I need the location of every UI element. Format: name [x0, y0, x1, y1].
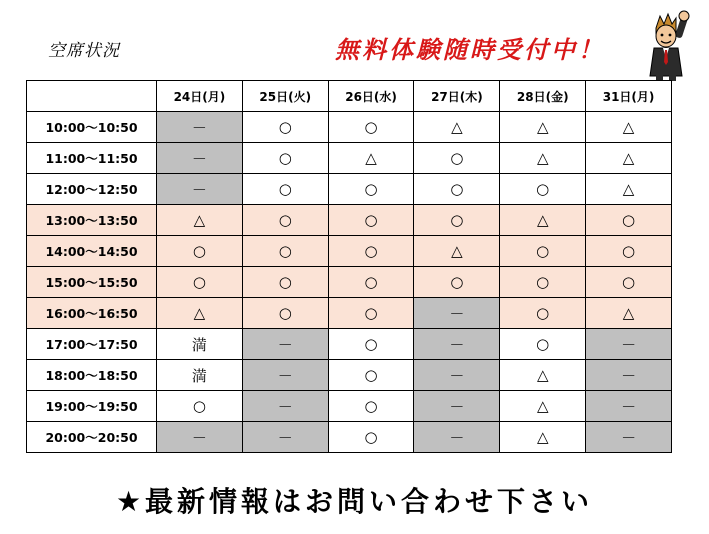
availability-cell — [242, 422, 328, 453]
availability-symbol: △ — [536, 397, 549, 415]
availability-symbol: △ — [536, 366, 549, 384]
table-row — [27, 267, 672, 298]
availability-symbol: △ — [622, 118, 635, 136]
availability-symbol: ○ — [536, 242, 550, 260]
availability-cell — [586, 329, 672, 360]
column-header: 27日(木) — [414, 81, 500, 112]
availability-symbol: ○ — [364, 397, 378, 415]
availability-symbol: △ — [193, 304, 206, 322]
availability-cell — [328, 329, 414, 360]
availability-cell — [500, 174, 586, 205]
availability-symbol: ○ — [364, 118, 378, 136]
availability-symbol: ○ — [450, 149, 464, 167]
availability-symbol: △ — [622, 149, 635, 167]
table-row — [27, 298, 672, 329]
availability-cell — [500, 391, 586, 422]
availability-cell — [414, 329, 500, 360]
availability-symbol: ○ — [192, 273, 206, 291]
table-row — [27, 360, 672, 391]
availability-cell — [157, 360, 243, 391]
time-slot-label: 20:00～20:50 — [27, 422, 157, 453]
availability-symbol: △ — [622, 304, 635, 322]
availability-cell — [414, 236, 500, 267]
availability-symbol: △ — [451, 242, 463, 260]
availability-cell — [328, 236, 414, 267]
availability-cell — [157, 112, 243, 143]
time-slot-label: 15:00～15:50 — [27, 267, 157, 298]
time-slot-label: 16:00～16:50 — [27, 298, 157, 329]
availability-cell — [500, 360, 586, 391]
availability-cell — [414, 143, 500, 174]
column-header: 26日(水) — [328, 81, 414, 112]
availability-cell — [414, 267, 500, 298]
column-header: 31日(月) — [586, 81, 672, 112]
availability-cell — [500, 112, 586, 143]
availability-cell — [500, 298, 586, 329]
availability-symbol: △ — [536, 211, 549, 229]
availability-symbol: ○ — [278, 180, 292, 198]
availability-cell — [328, 422, 414, 453]
availability-symbol: ○ — [364, 366, 378, 384]
availability-symbol: ○ — [622, 273, 636, 291]
availability-cell — [157, 267, 243, 298]
availability-cell — [157, 329, 243, 360]
thumbs-up-businessman-icon — [648, 10, 700, 82]
availability-symbol: ○ — [278, 211, 292, 229]
availability-cell — [414, 205, 500, 236]
promo-banner: 無料体験随時受付中！ — [335, 36, 605, 64]
availability-symbol: ○ — [536, 180, 550, 198]
availability-cell — [586, 360, 672, 391]
availability-cell — [242, 174, 328, 205]
availability-symbol: ○ — [536, 335, 550, 353]
availability-symbol: △ — [193, 211, 206, 229]
availability-cell — [586, 174, 672, 205]
availability-cell — [414, 174, 500, 205]
availability-symbol: △ — [365, 149, 377, 167]
availability-cell — [328, 174, 414, 205]
availability-symbol: ○ — [364, 428, 378, 446]
availability-cell — [414, 391, 500, 422]
availability-symbol: ○ — [278, 273, 292, 291]
availability-symbol: － — [277, 397, 293, 416]
availability-symbol: － — [449, 335, 465, 354]
availability-symbol: ○ — [450, 273, 464, 291]
table-row — [27, 112, 672, 143]
time-slot-label: 12:00～12:50 — [27, 174, 157, 205]
availability-cell — [157, 143, 243, 174]
availability-cell — [242, 329, 328, 360]
availability-symbol: － — [621, 335, 637, 354]
availability-symbol: ○ — [364, 180, 378, 198]
availability-cell — [500, 267, 586, 298]
availability-cell — [586, 298, 672, 329]
availability-symbol: － — [621, 428, 637, 447]
availability-symbol: － — [621, 397, 637, 416]
availability-table — [26, 80, 672, 453]
time-slot-label: 13:00～13:50 — [27, 205, 157, 236]
availability-symbol: ○ — [192, 242, 206, 260]
availability-cell — [414, 112, 500, 143]
table-row — [27, 205, 672, 236]
corner-cell — [27, 81, 157, 112]
availability-symbol: △ — [536, 428, 549, 446]
availability-symbol: － — [621, 366, 637, 385]
availability-symbol: － — [449, 366, 465, 385]
table-row — [27, 391, 672, 422]
availability-symbol: ○ — [450, 180, 464, 198]
availability-symbol: ○ — [364, 335, 378, 353]
availability-cell — [242, 298, 328, 329]
availability-cell — [157, 174, 243, 205]
availability-symbol: ○ — [364, 242, 378, 260]
time-slot-label: 11:00～11:50 — [27, 143, 157, 174]
availability-cell — [414, 360, 500, 391]
availability-symbol: ○ — [450, 211, 464, 229]
availability-cell — [328, 298, 414, 329]
table-row — [27, 422, 672, 453]
availability-cell — [328, 143, 414, 174]
availability-symbol: △ — [536, 118, 549, 136]
availability-symbol: ○ — [364, 304, 378, 322]
availability-cell — [500, 236, 586, 267]
availability-cell — [500, 329, 586, 360]
availability-cell — [586, 236, 672, 267]
availability-symbol: ○ — [278, 118, 292, 136]
availability-cell — [157, 391, 243, 422]
availability-symbol: － — [191, 428, 207, 447]
availability-cell — [328, 205, 414, 236]
availability-cell — [586, 391, 672, 422]
time-slot-label: 18:00～18:50 — [27, 360, 157, 391]
availability-symbol: △ — [451, 118, 463, 136]
availability-cell — [242, 112, 328, 143]
availability-cell — [500, 143, 586, 174]
availability-symbol: △ — [536, 149, 549, 167]
page-title: 空席状況 — [48, 41, 120, 61]
time-slot-label: 17:00～17:50 — [27, 329, 157, 360]
availability-cell — [242, 267, 328, 298]
availability-cell — [586, 422, 672, 453]
availability-symbol: ○ — [622, 211, 636, 229]
availability-symbol: ○ — [622, 242, 636, 260]
time-slot-label: 14:00～14:50 — [27, 236, 157, 267]
availability-cell — [157, 236, 243, 267]
availability-cell — [157, 422, 243, 453]
column-header: 24日(月) — [157, 81, 243, 112]
availability-cell — [500, 205, 586, 236]
table-row — [27, 174, 672, 205]
availability-cell — [328, 391, 414, 422]
availability-cell — [157, 298, 243, 329]
time-slot-label: 19:00～19:50 — [27, 391, 157, 422]
availability-symbol: ○ — [278, 149, 292, 167]
availability-cell — [414, 422, 500, 453]
availability-cell — [242, 143, 328, 174]
availability-cell — [328, 267, 414, 298]
availability-cell — [414, 298, 500, 329]
availability-cell — [586, 143, 672, 174]
availability-symbol: － — [449, 428, 465, 447]
availability-symbol: － — [191, 180, 207, 199]
table-row — [27, 236, 672, 267]
availability-symbol: － — [277, 335, 293, 354]
availability-cell — [500, 422, 586, 453]
availability-cell — [242, 391, 328, 422]
table-row — [27, 329, 672, 360]
availability-cell — [157, 205, 243, 236]
availability-symbol: － — [449, 397, 465, 416]
availability-symbol: 満 — [191, 335, 207, 354]
availability-cell — [242, 236, 328, 267]
availability-cell — [242, 360, 328, 391]
availability-symbol: 満 — [191, 366, 207, 385]
availability-symbol: ○ — [536, 304, 550, 322]
availability-symbol: ○ — [192, 397, 206, 415]
availability-symbol: ○ — [364, 273, 378, 291]
availability-cell — [328, 360, 414, 391]
availability-symbol: － — [191, 149, 207, 168]
time-slot-label: 10:00～10:50 — [27, 112, 157, 143]
availability-cell — [586, 267, 672, 298]
column-header: 25日(火) — [242, 81, 328, 112]
availability-symbol: ○ — [364, 211, 378, 229]
availability-symbol: △ — [622, 180, 635, 198]
availability-symbol: ○ — [278, 242, 292, 260]
availability-symbol: ○ — [278, 304, 292, 322]
table-body — [27, 112, 672, 453]
table-row — [27, 143, 672, 174]
availability-cell — [586, 205, 672, 236]
availability-symbol: － — [191, 118, 207, 137]
availability-symbol: － — [277, 366, 293, 385]
availability-symbol: － — [449, 304, 465, 323]
table-header-row — [27, 81, 672, 112]
availability-symbol: － — [277, 428, 293, 447]
column-header: 28日(金) — [500, 81, 586, 112]
footer-message: ★最新情報はお問い合わせ下さい — [115, 485, 594, 518]
availability-cell — [242, 205, 328, 236]
availability-cell — [586, 112, 672, 143]
availability-symbol: ○ — [536, 273, 550, 291]
availability-cell — [328, 112, 414, 143]
